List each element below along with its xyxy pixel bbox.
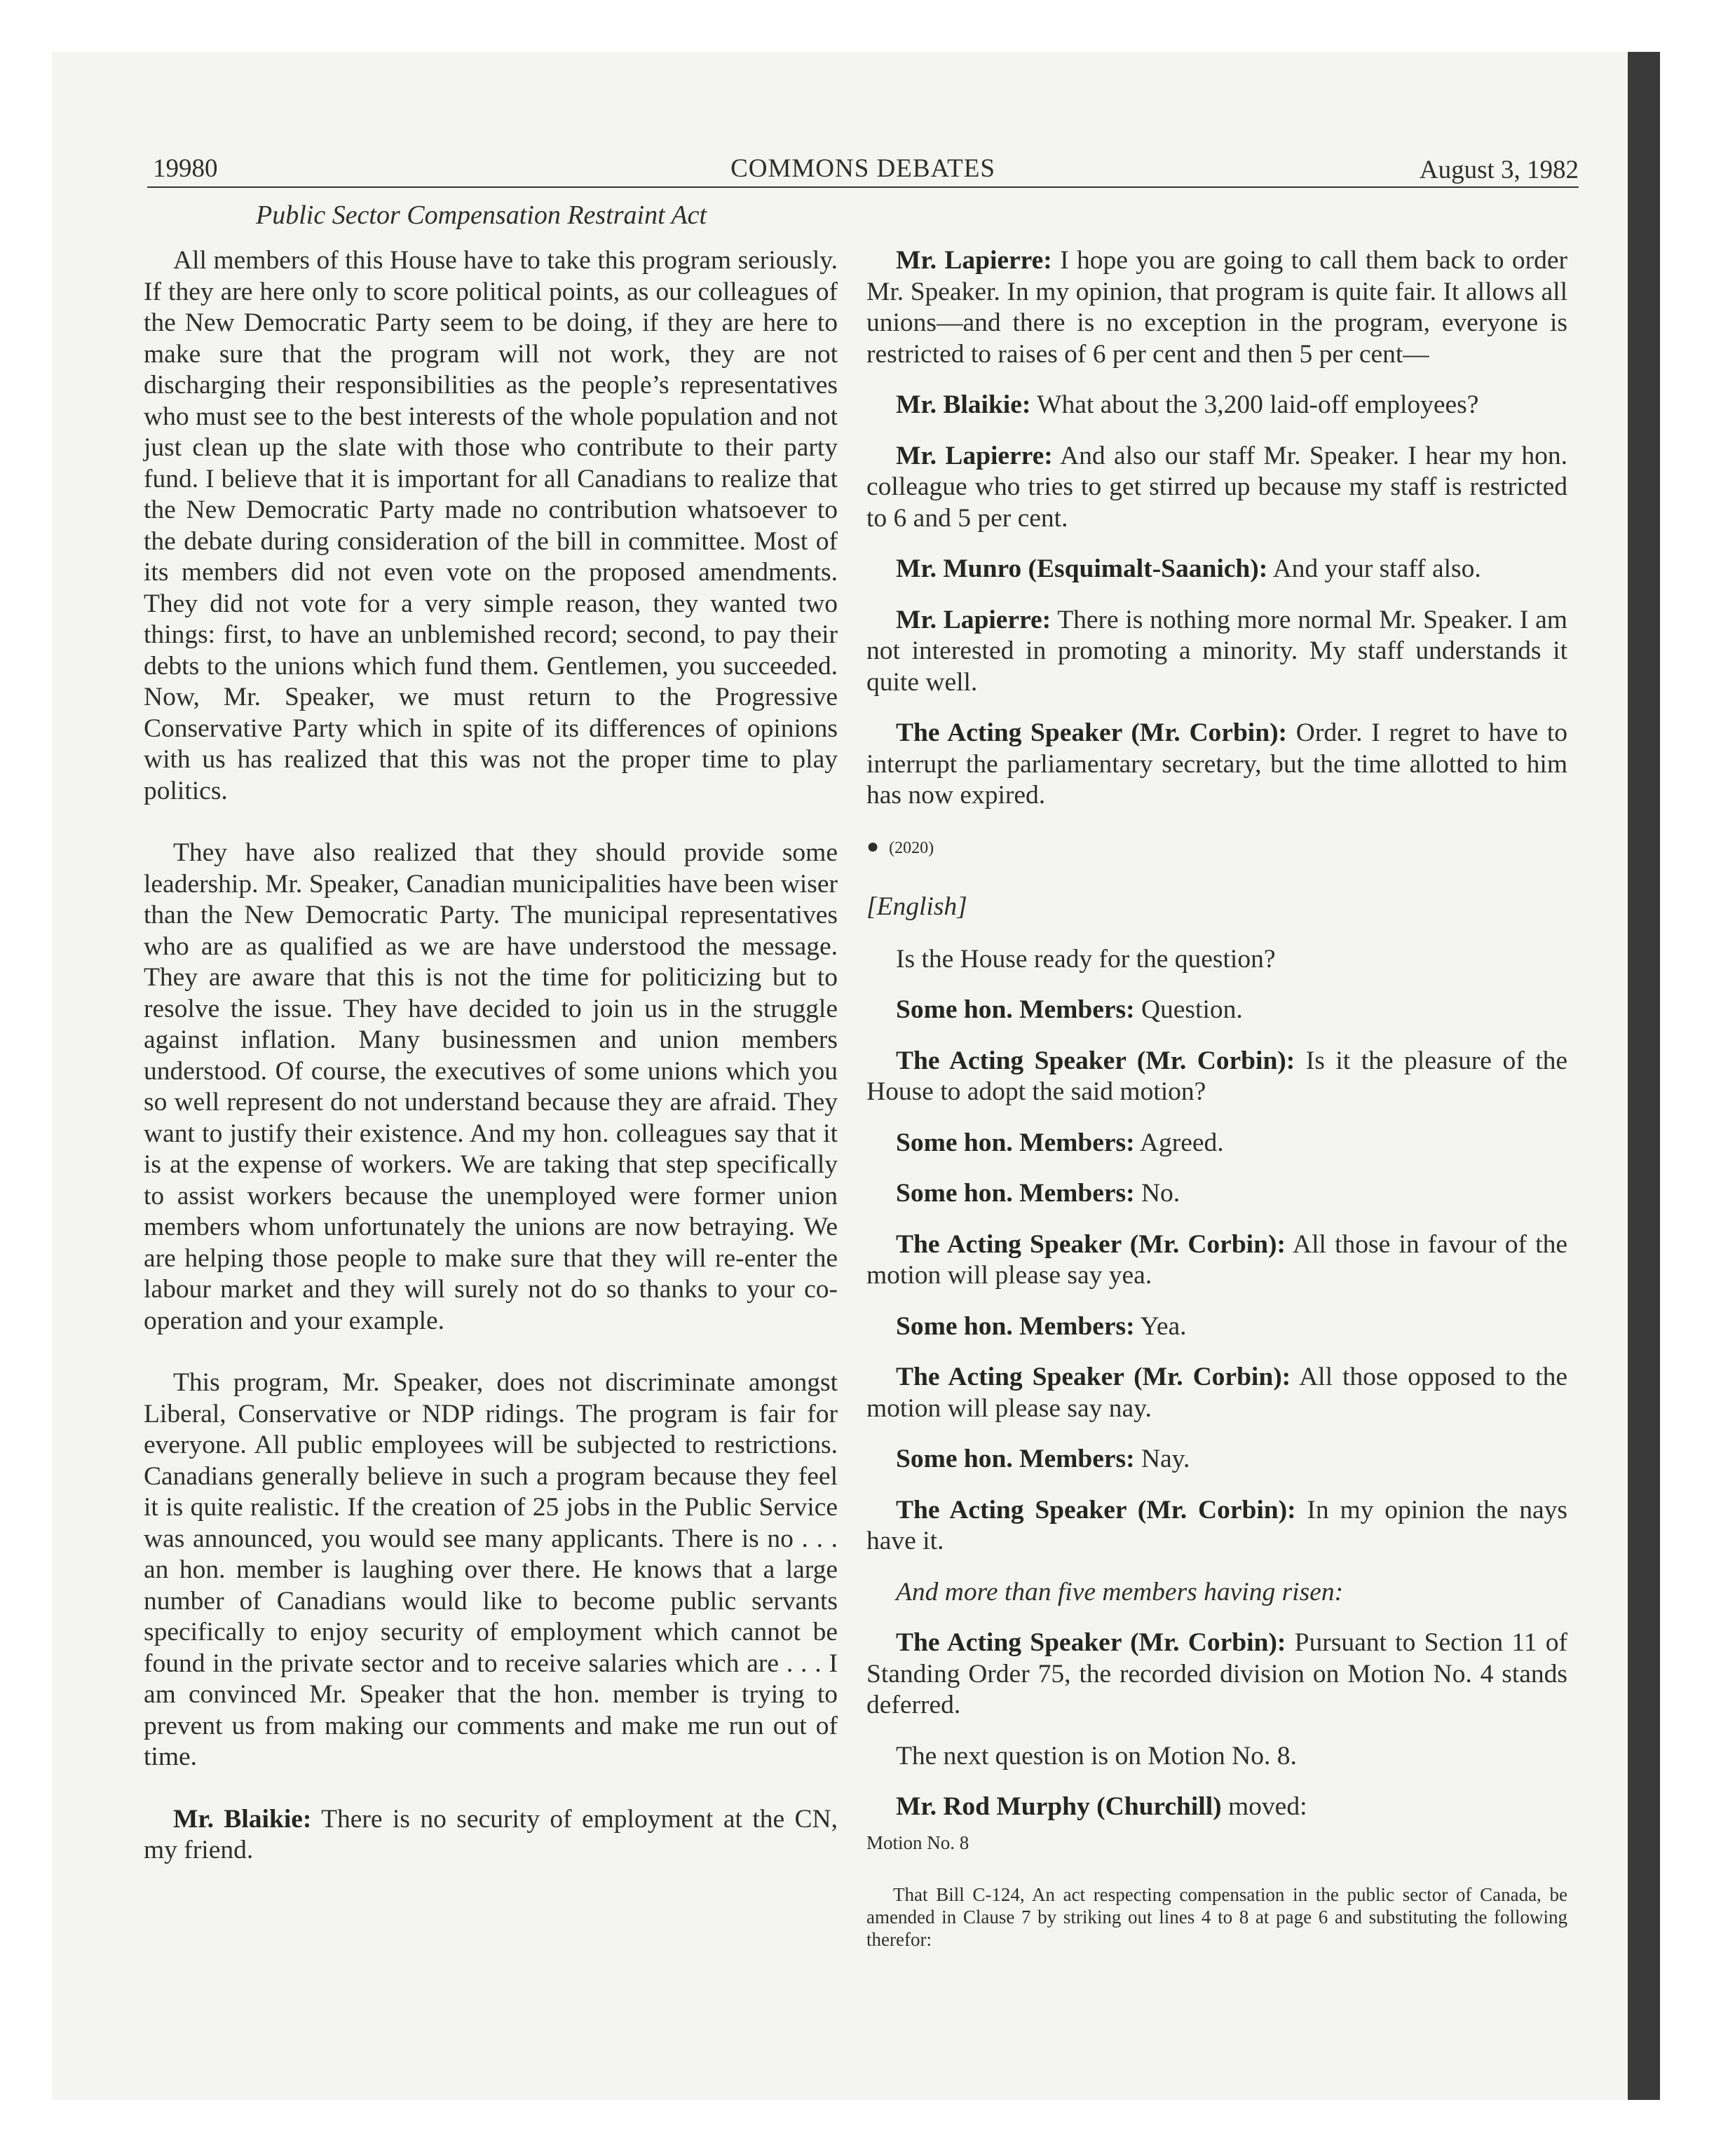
speech-text: What about the 3,200 laid-off employees? bbox=[1030, 390, 1479, 419]
speech bbox=[866, 1628, 1567, 1721]
speech bbox=[866, 1128, 1567, 1159]
speech bbox=[866, 1229, 1567, 1292]
speaker-name: Some hon. Members: bbox=[896, 995, 1135, 1024]
speaker-name: Mr. Rod Murphy (Churchill) bbox=[896, 1792, 1222, 1821]
speaker-name: Some hon. Members: bbox=[896, 1179, 1135, 1208]
speech bbox=[866, 605, 1567, 699]
page-number: 19980 bbox=[153, 154, 218, 183]
speaker-name: Mr. Blaikie: bbox=[896, 390, 1031, 419]
speech-text: All those opposed to the motion will please say nay. bbox=[866, 1363, 1567, 1423]
speech-text: Yea. bbox=[1134, 1311, 1187, 1341]
motion-label: Motion No. 8 bbox=[866, 1831, 969, 1853]
speech-text: There is nothing more normal Mr. Speaker. I am not interested in promoting a minority. My staff understands it quite well. bbox=[866, 605, 1567, 697]
left-column bbox=[144, 245, 838, 1897]
speaker-name: Mr. Lapierre: bbox=[896, 441, 1053, 470]
speaker-name: Mr. Lapierre: bbox=[896, 246, 1052, 275]
speaker-name: Mr. Lapierre: bbox=[896, 605, 1052, 634]
speech bbox=[866, 1362, 1567, 1424]
moved-text: moved: bbox=[1221, 1792, 1307, 1821]
speech bbox=[866, 441, 1567, 535]
speech-text: Question. bbox=[1134, 995, 1243, 1024]
speaker-name: The Acting Speaker (Mr. Corbin): bbox=[896, 1628, 1286, 1657]
speaker-name: The Acting Speaker (Mr. Corbin): bbox=[896, 1495, 1296, 1524]
procedural-text: The next question is on Motion No. 8. bbox=[896, 1741, 1297, 1770]
paragraph: They have also realized that they should provide some leadership. Mr. Speaker, Canadian municipalities have been wiser than the New Democratic Party. The municipal representatives who are as qualified as we are have understood the message. They are aware that this is not the time for politicizing but to resolve the issue. They have decided to join us in the struggle against inflation. Many businessmen and union members understood. Of course, the executives of some unions which you so well represent do not understand because they are afraid. They want to justify their existence. And my hon. colleagues say that it is at the expense of workers. We are taking that step specifically to assist workers because the unemployed were former union members whom unfortunately the unions are now betraying. We are helping those people to make sure that they will re-enter the labour market and they will surely not do so thanks to your co-operation and your example. bbox=[144, 838, 838, 1335]
speech-text: And also our staff Mr. Speaker. I hear my hon. colleague who tries to get stirred up because my staff is restricted to 6 and 5 per cent. bbox=[866, 441, 1567, 533]
speaker-name: Mr. Blaikie: bbox=[173, 1804, 312, 1834]
speech bbox=[866, 1046, 1567, 1108]
speaker-name: Some hon. Members: bbox=[896, 1128, 1135, 1157]
right-column bbox=[866, 245, 1567, 1970]
question-text: Is the House ready for the question? bbox=[896, 944, 1276, 974]
speech-text: Is it the pleasure of the House to adopt the said motion? bbox=[866, 1046, 1568, 1106]
time-marker-text: (2020) bbox=[889, 838, 934, 857]
speech bbox=[866, 1311, 1567, 1343]
bullet-icon: ● bbox=[866, 834, 880, 858]
publication-title: COMMONS DEBATES bbox=[730, 154, 995, 183]
motion-mover bbox=[866, 1792, 1567, 1823]
page-edge-shadow bbox=[1628, 52, 1660, 2100]
speech-text: I hope you are going to call them back to order Mr. Speaker. In my opinion, that program is quite fair. It allows all unions—and there is no exception in the program, everyone is restricted to raises of 6 per cent and then 5 per cent— bbox=[866, 246, 1567, 369]
speech-text: And your staff also. bbox=[1267, 554, 1481, 583]
speech-text: Pursuant to Section 11 of Standing Order 75, the recorded division on Motion No. 4 stands deferred. bbox=[866, 1628, 1568, 1719]
speech-text: Agreed. bbox=[1134, 1128, 1224, 1157]
page-header bbox=[147, 151, 1579, 188]
speaker-name: The Acting Speaker (Mr. Corbin): bbox=[896, 1363, 1291, 1391]
procedural-note: And more than five members having risen: bbox=[896, 1577, 1344, 1606]
paragraph: All members of this House have to take this program seriously. If they are here only to score political points, as our colleagues of the New Democratic Party seem to be doing, if they are here to make sure that the program will not work, they are not discharging their responsibilities as the people’s representatives who must see to the best interests of the whole population and not just clean up the slate with those who contribute to their party fund. I believe that it is important for all Canadians to realize that the New Democratic Party made no contribution whatsoever to the debate during consideration of the bill in committee. Most of its members did not even vote on the proposed amendments. They did not vote for a very simple reason, they wanted two things: first, to have an unblemished record; second, to pay their debts to the unions which fund them. Gentlemen, you succeeded. Now, Mr. Speaker, we must return to the Progressive Conservative Party which in spite of its differences of opinions with us has realized that this was not the proper time to play politics. bbox=[144, 246, 838, 805]
speech bbox=[866, 995, 1567, 1026]
time-marker bbox=[866, 831, 1567, 864]
speech-text: In my opinion the nays have it. bbox=[866, 1495, 1568, 1555]
speaker-name: Some hon. Members: bbox=[896, 1311, 1135, 1341]
speech bbox=[866, 245, 1567, 370]
speech-text: Order. I regret to have to interrupt the parliamentary secretary, but the time allotted to him has now expired. bbox=[866, 718, 1568, 810]
speech-text: Nay. bbox=[1134, 1445, 1190, 1473]
speech bbox=[866, 390, 1567, 421]
speaker-name: The Acting Speaker (Mr. Corbin): bbox=[896, 718, 1288, 747]
language-marker: [English] bbox=[866, 892, 967, 921]
speech bbox=[866, 1444, 1567, 1475]
speech bbox=[866, 1178, 1567, 1210]
speech bbox=[866, 1495, 1567, 1557]
speech-text: No. bbox=[1134, 1179, 1181, 1208]
speech bbox=[866, 718, 1567, 812]
speaker-name: Some hon. Members: bbox=[896, 1445, 1135, 1473]
speech bbox=[144, 1804, 838, 1867]
speaker-name: The Acting Speaker (Mr. Corbin): bbox=[896, 1046, 1295, 1075]
motion-text: That Bill C-124, An act respecting compensation in the public sector of Canada, be amended in Clause 7 by striking out lines 4 to 8 at page 6 and substituting the following therefor: bbox=[866, 1884, 1567, 1950]
running-title: Public Sector Compensation Restraint Act bbox=[256, 200, 707, 230]
speaker-name: The Acting Speaker (Mr. Corbin): bbox=[896, 1229, 1286, 1259]
speech-text: There is no security of employment at the CN, my friend. bbox=[144, 1804, 838, 1864]
speaker-name: Mr. Munro (Esquimalt-Saanich): bbox=[896, 554, 1268, 583]
speech bbox=[866, 554, 1567, 585]
publication-date: August 3, 1982 bbox=[1419, 156, 1579, 184]
paragraph: This program, Mr. Speaker, does not discriminate amongst Liberal, Conservative or NDP ridings. The program is fair for everyone. All public employees will be subjected to restrictions. Canadians generally believe in such a program because they feel it is quite realistic. If the creation of 25 jobs in the Public Service was announced, you would see many applicants. There is no . . . an hon. member is laughing over there. He knows that a large number of Canadians would like to become public servants specifically to enjoy security of employment which cannot be found in the private sector and to receive salaries which are . . . I am convinced Mr. Speaker that the hon. member is trying to prevent us from making our comments and make me run out of time. bbox=[144, 1368, 838, 1771]
speech-text: All those in favour of the motion will please say yea. bbox=[866, 1229, 1567, 1290]
